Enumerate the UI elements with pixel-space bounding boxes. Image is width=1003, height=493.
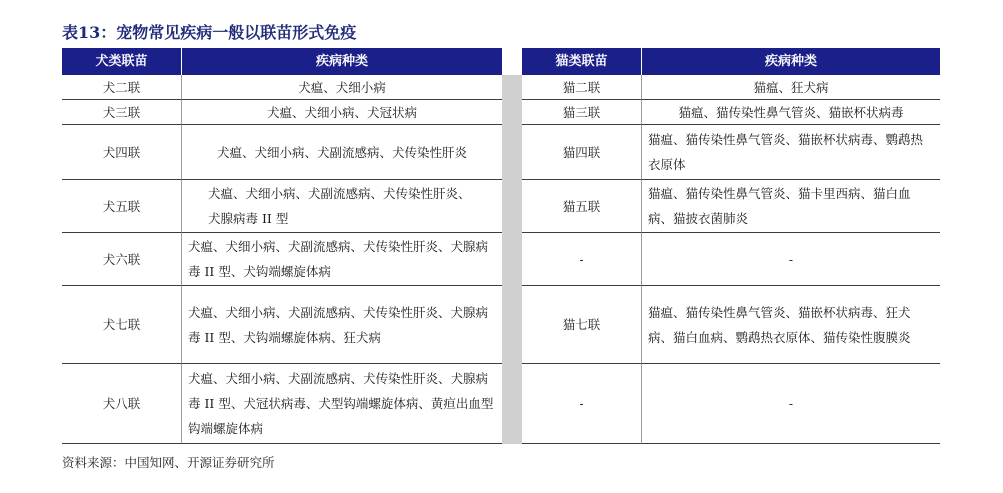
- dog-diseases-cell: 犬瘟、犬细小病、犬副流感病、犬传染性肝炎、犬腺病毒 II 型、犬钩端螺旋体病: [182, 233, 502, 286]
- header-cat-diseases: 疾病种类: [642, 48, 940, 75]
- cat-vaccine-cell: 猫七联: [522, 286, 642, 364]
- column-separator: [502, 125, 522, 180]
- dog-diseases-cell: 犬瘟、犬细小病、犬副流感病、犬传染性肝炎、犬腺病毒 II 型、犬冠状病毒、犬型钩端螺旋体病、黄疸出血型钩端螺旋体病: [182, 364, 502, 444]
- cat-vaccine-cell: 猫五联: [522, 180, 642, 233]
- column-separator: [502, 100, 522, 125]
- dog-vaccine-cell: 犬六联: [62, 233, 182, 286]
- dog-vaccine-cell: 犬七联: [62, 286, 182, 364]
- cat-diseases-cell: -: [642, 364, 940, 444]
- dog-diseases-cell: 犬瘟、犬细小病、犬冠状病: [182, 100, 502, 125]
- column-separator: [502, 180, 522, 233]
- cat-vaccine-cell: 猫二联: [522, 75, 642, 100]
- dog-vaccine-cell: 犬四联: [62, 125, 182, 180]
- header-cat-vaccine: 猫类联苗: [522, 48, 642, 75]
- cat-diseases-cell: -: [642, 233, 940, 286]
- header-dog-diseases: 疾病种类: [182, 48, 502, 75]
- dog-vaccine-cell: 犬五联: [62, 180, 182, 233]
- cat-vaccine-cell: 猫四联: [522, 125, 642, 180]
- cat-diseases-cell: 猫瘟、猫传染性鼻气管炎、猫嵌杯状病毒、狂犬病、猫白血病、鹦鹉热衣原体、猫传染性腹膜炎: [642, 286, 940, 364]
- cat-diseases-cell: 猫瘟、猫传染性鼻气管炎、猫嵌杯状病毒、鹦鹉热衣原体: [642, 125, 940, 180]
- vaccine-table: [62, 48, 940, 444]
- dog-diseases-cell: 犬瘟、犬细小病、犬副流感病、犬传染性肝炎: [182, 125, 502, 180]
- cat-vaccine-cell: -: [522, 364, 642, 444]
- cat-vaccine-cell: -: [522, 233, 642, 286]
- dog-diseases-cell: 犬瘟、犬细小病: [182, 75, 502, 100]
- column-separator: [502, 233, 522, 286]
- cat-diseases-cell: 猫瘟、猫传染性鼻气管炎、猫嵌杯状病毒: [642, 100, 940, 125]
- dog-vaccine-cell: 犬二联: [62, 75, 182, 100]
- column-separator: [502, 286, 522, 364]
- cat-diseases-cell: 猫瘟、狂犬病: [642, 75, 940, 100]
- dog-vaccine-cell: 犬八联: [62, 364, 182, 444]
- dog-diseases-cell: 犬瘟、犬细小病、犬副流感病、犬传染性肝炎、犬腺病毒 II 型: [182, 180, 502, 233]
- column-separator: [502, 75, 522, 100]
- column-separator: [502, 48, 522, 75]
- table-title: 表13：宠物常见疾病一般以联苗形式免疫: [62, 23, 357, 42]
- header-dog-vaccine: 犬类联苗: [62, 48, 182, 75]
- cat-vaccine-cell: 猫三联: [522, 100, 642, 125]
- dog-diseases-cell: 犬瘟、犬细小病、犬副流感病、犬传染性肝炎、犬腺病毒 II 型、犬钩端螺旋体病、狂犬病: [182, 286, 502, 364]
- column-separator: [502, 364, 522, 444]
- dog-vaccine-cell: 犬三联: [62, 100, 182, 125]
- cat-diseases-cell: 猫瘟、猫传染性鼻气管炎、猫卡里西病、猫白血病、猫披衣菌肺炎: [642, 180, 940, 233]
- source-note: 资料来源：中国知网、开源证券研究所: [62, 455, 275, 470]
